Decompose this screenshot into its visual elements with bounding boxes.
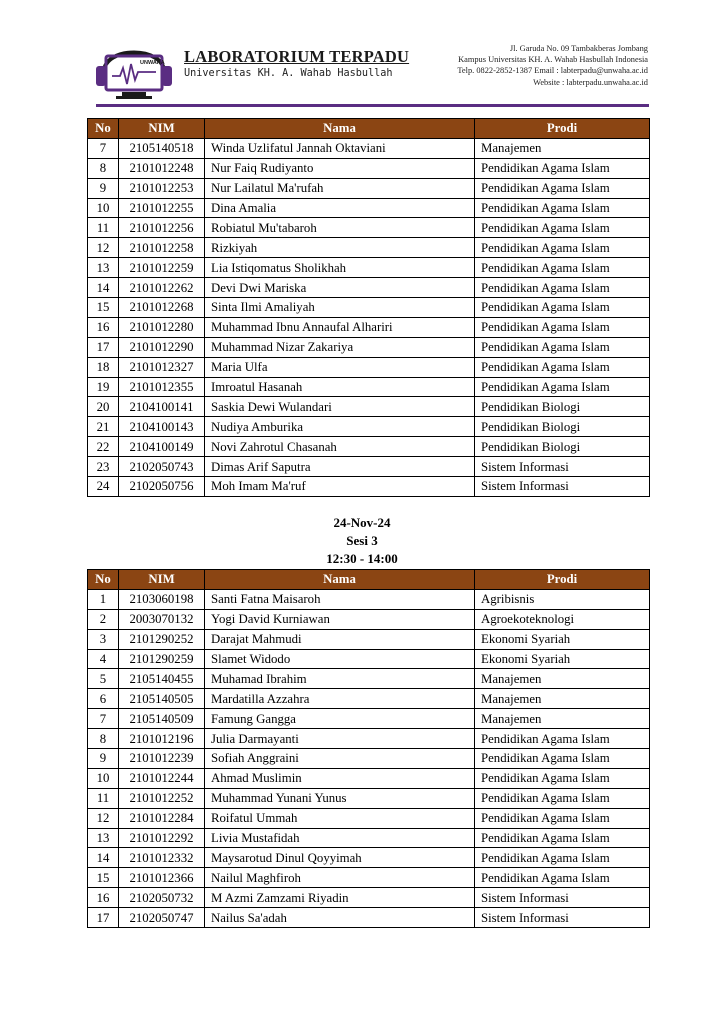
table-row (88, 437, 650, 457)
cell-no: 2 (88, 609, 119, 629)
table-row (88, 417, 650, 437)
session-date: 24-Nov-24 (333, 515, 391, 530)
table-row (88, 749, 650, 769)
laboratory-logo-icon (92, 34, 176, 102)
cell-prodi: Pendidikan Agama Islam (475, 278, 650, 298)
cell-nim: 2101012290 (119, 337, 205, 357)
table-row (88, 908, 650, 928)
cell-prodi: Pendidikan Agama Islam (475, 788, 650, 808)
table-row (88, 808, 650, 828)
participant-table-1 (87, 118, 650, 497)
cell-nim: 2101012268 (119, 298, 205, 318)
cell-prodi: Ekonomi Syariah (475, 649, 650, 669)
cell-no: 21 (88, 417, 119, 437)
cell-prodi: Sistem Informasi (475, 457, 650, 477)
cell-no: 10 (88, 198, 119, 218)
cell-prodi: Pendidikan Agama Islam (475, 828, 650, 848)
table-row (88, 629, 650, 649)
cell-no: 4 (88, 649, 119, 669)
cell-prodi: Agribisnis (475, 589, 650, 609)
cell-prodi: Pendidikan Agama Islam (475, 158, 650, 178)
cell-prodi: Manajemen (475, 138, 650, 158)
cell-nama: Moh Imam Ma'ruf (205, 477, 475, 497)
cell-nim: 2105140518 (119, 138, 205, 158)
table-row (88, 218, 650, 238)
cell-prodi: Manajemen (475, 669, 650, 689)
cell-nama: Yogi David Kurniawan (205, 609, 475, 629)
cell-no: 3 (88, 629, 119, 649)
cell-nama: Nudiya Amburika (205, 417, 475, 437)
cell-prodi: Pendidikan Agama Islam (475, 868, 650, 888)
cell-nim: 2102050743 (119, 457, 205, 477)
cell-no: 8 (88, 729, 119, 749)
cell-nama: Robiatul Mu'tabaroh (205, 218, 475, 238)
table-row (88, 178, 650, 198)
col-header-nama: Nama (205, 570, 475, 590)
cell-nim: 2101012256 (119, 218, 205, 238)
cell-nama: Julia Darmayanti (205, 729, 475, 749)
cell-no: 20 (88, 397, 119, 417)
cell-nama: Slamet Widodo (205, 649, 475, 669)
cell-prodi: Pendidikan Agama Islam (475, 178, 650, 198)
cell-no: 5 (88, 669, 119, 689)
cell-nim: 2102050732 (119, 888, 205, 908)
table-row (88, 238, 650, 258)
col-header-nama: Nama (205, 119, 475, 139)
cell-nim: 2105140455 (119, 669, 205, 689)
cell-prodi: Pendidikan Agama Islam (475, 258, 650, 278)
university-name: Universitas KH. A. Wahab Hasbullah (184, 68, 393, 79)
cell-nim: 2104100143 (119, 417, 205, 437)
col-header-prodi: Prodi (475, 119, 650, 139)
cell-nama: Maria Ulfa (205, 357, 475, 377)
cell-no: 12 (88, 238, 119, 258)
cell-nim: 2105140509 (119, 709, 205, 729)
cell-nim: 2101012280 (119, 317, 205, 337)
cell-prodi: Manajemen (475, 709, 650, 729)
cell-nim: 2101290259 (119, 649, 205, 669)
cell-prodi: Pendidikan Agama Islam (475, 729, 650, 749)
cell-prodi: Pendidikan Agama Islam (475, 337, 650, 357)
cell-no: 9 (88, 749, 119, 769)
table-row (88, 868, 650, 888)
cell-no: 8 (88, 158, 119, 178)
cell-nim: 2101012284 (119, 808, 205, 828)
cell-nama: Muhammad Nizar Zakariya (205, 337, 475, 357)
cell-nim: 2003070132 (119, 609, 205, 629)
website: Website : labterpadu.unwaha.ac.id (533, 77, 648, 87)
cell-nama: M Azmi Zamzami Riyadin (205, 888, 475, 908)
cell-no: 6 (88, 689, 119, 709)
col-header-nim: NIM (119, 570, 205, 590)
cell-nama: Muhamad Ibrahim (205, 669, 475, 689)
cell-nama: Devi Dwi Mariska (205, 278, 475, 298)
cell-no: 16 (88, 888, 119, 908)
cell-no: 24 (88, 477, 119, 497)
table-row (88, 729, 650, 749)
col-header-prodi: Prodi (475, 570, 650, 590)
cell-prodi: Pendidikan Agama Islam (475, 298, 650, 318)
cell-nim: 2101290252 (119, 629, 205, 649)
cell-nama: Muhammad Ibnu Annaufal Alhariri (205, 317, 475, 337)
cell-nim: 2102050747 (119, 908, 205, 928)
cell-nama: Roifatul Ummah (205, 808, 475, 828)
cell-prodi: Pendidikan Agama Islam (475, 808, 650, 828)
table-row (88, 138, 650, 158)
cell-prodi: Pendidikan Agama Islam (475, 749, 650, 769)
cell-nama: Novi Zahrotul Chasanah (205, 437, 475, 457)
cell-no: 17 (88, 908, 119, 928)
cell-prodi: Manajemen (475, 689, 650, 709)
col-header-no: No (88, 570, 119, 590)
table-row (88, 768, 650, 788)
cell-nama: Sinta Ilmi Amaliyah (205, 298, 475, 318)
cell-nama: Dimas Arif Saputra (205, 457, 475, 477)
cell-nama: Mardatilla Azzahra (205, 689, 475, 709)
contact-block (457, 43, 648, 88)
cell-nim: 2104100149 (119, 437, 205, 457)
cell-nama: Livia Mustafidah (205, 828, 475, 848)
col-header-nim: NIM (119, 119, 205, 139)
table-row (88, 317, 650, 337)
cell-no: 14 (88, 278, 119, 298)
cell-nama: Winda Uzlifatul Jannah Oktaviani (205, 138, 475, 158)
address-line-1: Jl. Garuda No. 09 Tambakberas Jombang (509, 44, 648, 53)
table-row (88, 198, 650, 218)
cell-no: 7 (88, 138, 119, 158)
table-row (88, 828, 650, 848)
cell-nim: 2101012355 (119, 377, 205, 397)
cell-no: 17 (88, 337, 119, 357)
cell-nama: Darajat Mahmudi (205, 629, 475, 649)
participant-table-2 (87, 569, 650, 928)
cell-nim: 2101012262 (119, 278, 205, 298)
address-line-2: Kampus Universitas KH. A. Wahab Hasbullah Indonesia (458, 55, 648, 65)
cell-prodi: Pendidikan Agama Islam (475, 768, 650, 788)
table-header-row (88, 570, 650, 590)
cell-nim: 2101012259 (119, 258, 205, 278)
table-1-body (88, 138, 650, 496)
header-divider (96, 104, 649, 107)
cell-prodi: Pendidikan Agama Islam (475, 218, 650, 238)
cell-prodi: Pendidikan Agama Islam (475, 377, 650, 397)
cell-nim: 2103060198 (119, 589, 205, 609)
table-row (88, 357, 650, 377)
col-header-no: No (88, 119, 119, 139)
cell-prodi: Pendidikan Agama Islam (475, 238, 650, 258)
cell-no: 23 (88, 457, 119, 477)
table-header-row (88, 119, 650, 139)
cell-nim: 2101012244 (119, 768, 205, 788)
cell-prodi: Pendidikan Biologi (475, 397, 650, 417)
cell-no: 7 (88, 709, 119, 729)
table-row (88, 689, 650, 709)
cell-no: 1 (88, 589, 119, 609)
cell-prodi: Sistem Informasi (475, 477, 650, 497)
cell-nim: 2101012196 (119, 729, 205, 749)
cell-nim: 2101012248 (119, 158, 205, 178)
cell-no: 10 (88, 768, 119, 788)
table-row (88, 589, 650, 609)
cell-nim: 2102050756 (119, 477, 205, 497)
table-row (88, 649, 650, 669)
session-name: Sesi 3 (346, 533, 378, 548)
cell-no: 18 (88, 357, 119, 377)
table-row (88, 477, 650, 497)
cell-nim: 2105140505 (119, 689, 205, 709)
table-row (88, 278, 650, 298)
cell-prodi: Ekonomi Syariah (475, 629, 650, 649)
cell-no: 9 (88, 178, 119, 198)
session-time: 12:30 - 14:00 (326, 551, 398, 566)
cell-nama: Saskia Dewi Wulandari (205, 397, 475, 417)
table-row (88, 158, 650, 178)
table-row (88, 258, 650, 278)
cell-prodi: Pendidikan Biologi (475, 417, 650, 437)
cell-no: 15 (88, 298, 119, 318)
lab-title: LABORATORIUM TERPADU (184, 47, 410, 66)
logo-text: UNWAHA (140, 60, 165, 66)
cell-prodi: Pendidikan Agama Islam (475, 317, 650, 337)
cell-nama: Santi Fatna Maisaroh (205, 589, 475, 609)
cell-no: 14 (88, 848, 119, 868)
table-row (88, 709, 650, 729)
table-row (88, 669, 650, 689)
table-row (88, 788, 650, 808)
cell-nim: 2101012258 (119, 238, 205, 258)
cell-no: 13 (88, 258, 119, 278)
cell-nim: 2101012255 (119, 198, 205, 218)
cell-no: 22 (88, 437, 119, 457)
cell-nama: Famung Gangga (205, 709, 475, 729)
table-row (88, 848, 650, 868)
cell-nim: 2101012327 (119, 357, 205, 377)
cell-no: 13 (88, 828, 119, 848)
cell-no: 16 (88, 317, 119, 337)
cell-nama: Sofiah Anggraini (205, 749, 475, 769)
cell-nama: Lia Istiqomatus Sholikhah (205, 258, 475, 278)
table-row (88, 377, 650, 397)
cell-prodi: Agroekoteknologi (475, 609, 650, 629)
cell-prodi: Pendidikan Agama Islam (475, 357, 650, 377)
cell-nim: 2104100141 (119, 397, 205, 417)
cell-nama: Ahmad Muslimin (205, 768, 475, 788)
table-row (88, 888, 650, 908)
cell-nama: Maysarotud Dinul Qoyyimah (205, 848, 475, 868)
table-row (88, 397, 650, 417)
cell-no: 19 (88, 377, 119, 397)
cell-nama: Nur Lailatul Ma'rufah (205, 178, 475, 198)
cell-no: 15 (88, 868, 119, 888)
cell-nim: 2101012292 (119, 828, 205, 848)
cell-nama: Nur Faiq Rudiyanto (205, 158, 475, 178)
cell-prodi: Pendidikan Biologi (475, 437, 650, 457)
cell-nama: Rizkiyah (205, 238, 475, 258)
cell-no: 11 (88, 788, 119, 808)
letterhead (0, 0, 724, 110)
table-2-body (88, 589, 650, 927)
cell-nim: 2101012366 (119, 868, 205, 888)
table-row (88, 337, 650, 357)
cell-nama: Nailus Sa'adah (205, 908, 475, 928)
cell-prodi: Sistem Informasi (475, 908, 650, 928)
cell-nim: 2101012332 (119, 848, 205, 868)
cell-nama: Nailul Maghfiroh (205, 868, 475, 888)
cell-nim: 2101012252 (119, 788, 205, 808)
cell-nama: Muhammad Yunani Yunus (205, 788, 475, 808)
cell-prodi: Sistem Informasi (475, 888, 650, 908)
cell-nama: Imroatul Hasanah (205, 377, 475, 397)
table-row (88, 609, 650, 629)
cell-nim: 2101012253 (119, 178, 205, 198)
table-row (88, 457, 650, 477)
phone-email: Telp. 0822-2852-1387 Email : labterpadu@unwaha.ac.id (457, 66, 648, 76)
cell-nim: 2101012239 (119, 749, 205, 769)
cell-no: 12 (88, 808, 119, 828)
cell-nama: Dina Amalia (205, 198, 475, 218)
cell-prodi: Pendidikan Agama Islam (475, 848, 650, 868)
table-row (88, 298, 650, 318)
cell-no: 11 (88, 218, 119, 238)
cell-prodi: Pendidikan Agama Islam (475, 198, 650, 218)
